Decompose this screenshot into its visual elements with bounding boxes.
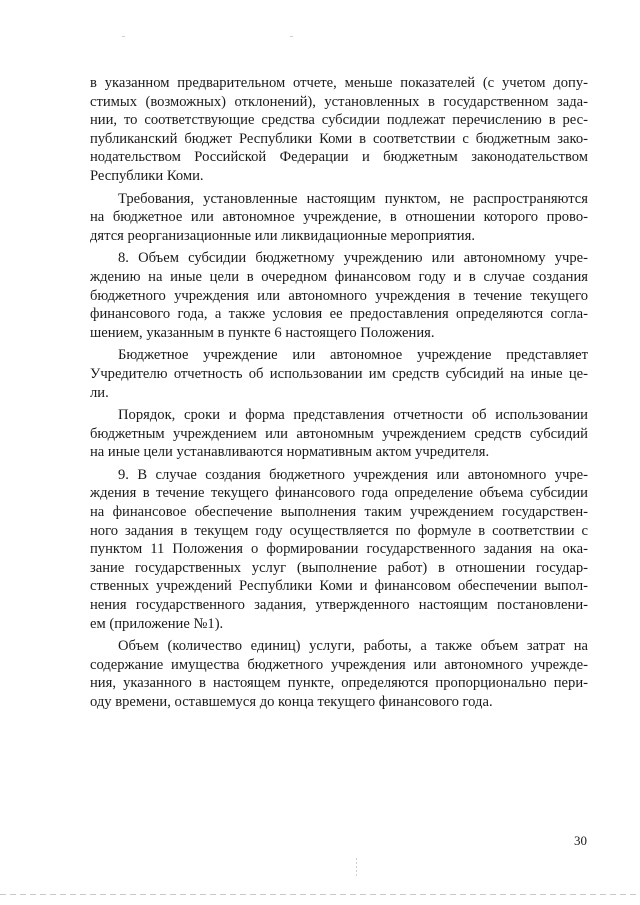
text-line: шением, указанным в пункте 6 настоящего Положения. (90, 324, 435, 341)
text-line: Учредителю отчетность об использовании им средств субсидий на иные це- (90, 365, 588, 382)
text-line: нодательством Российской Федерации и бюджетным законодательством (90, 149, 588, 166)
text-line: Требования, установленные настоящим пунктом, не распространяются (118, 190, 588, 207)
document-body (90, 74, 588, 712)
text-line: бюджетного учреждения или автономного учреждения в течение текущего (90, 287, 588, 304)
scan-speck (122, 36, 125, 37)
paragraph (90, 466, 588, 633)
text-line: публиканский бюджет Республики Коми в соответствии с бюджетным зако- (90, 130, 588, 147)
text-line: ственных учреждений Республики Коми и финансовом обеспечении выпол- (90, 578, 588, 595)
text-line: зание государственных услуг (выполнение работ) в отношении государ- (90, 559, 588, 576)
text-line: ждению на иные цели в очередном финансовом году и в случае создания (90, 268, 588, 285)
text-line: ния, указанного в настоящем пункте, определяются пропорционально пери- (90, 675, 588, 692)
text-line: 9. В случае создания бюджетного учреждения или автономного учре- (118, 466, 588, 483)
text-line: финансового года, а также условия ее предоставления определяются согла- (90, 306, 588, 323)
text-line: на иные цели устанавливаются нормативным актом учредителя. (90, 444, 490, 461)
text-line: Республики Коми. (90, 167, 204, 184)
text-line: ли. (90, 384, 109, 401)
text-line: Порядок, сроки и форма представления отчетности об использовании (118, 407, 588, 424)
text-line: Объем (количество единиц) услуги, работы, а также объем затрат на (118, 638, 588, 655)
paragraph (90, 249, 588, 342)
text-line: Бюджетное учреждение или автономное учреждение представляет (118, 347, 588, 364)
scan-speck (290, 36, 293, 37)
page-number: 30 (574, 833, 587, 848)
text-line: ного задания в текущем году осуществляется по формуле в соответствии с (90, 522, 588, 539)
text-line: нения государственного задания, утвержденного настоящим постановлени- (90, 597, 588, 614)
text-line: бюджетным учреждением или автономным учреждением средств субсидий (90, 425, 588, 442)
paragraph (90, 637, 588, 711)
text-line: в указанном предварительном отчете, меньше показателей (с учетом допу- (90, 75, 588, 91)
text-line: содержание имущества бюджетного учреждения или автономного учрежде- (90, 656, 588, 673)
paragraph (90, 346, 588, 402)
scan-artifact (356, 858, 357, 876)
text-line: дятся реорганизационные или ликвидационные мероприятия. (90, 227, 475, 244)
text-line: на финансовое обеспечение выполнения таким учреждением государствен- (90, 504, 588, 521)
text-line: на бюджетное или автономное учреждение, в отношении которого прово- (90, 209, 588, 226)
text-line: ждения в течение текущего финансового года определение объема субсидии (90, 485, 588, 502)
paragraph (90, 190, 588, 246)
text-line: ем (приложение №1). (90, 615, 224, 632)
text-line: стимых (возможных) отклонений), установленных в государственном зада- (90, 93, 588, 110)
paragraph (90, 74, 588, 186)
text-line: нии, то соответствующие средства субсидии подлежат перечислению в рес- (90, 112, 588, 129)
text-line: пунктом 11 Положения о формировании государственного задания на ока- (90, 541, 588, 558)
paragraph (90, 406, 588, 462)
bottom-scan-edge (0, 894, 640, 895)
text-line: оду времени, оставшемуся до конца текущего финансового года. (90, 694, 493, 710)
text-line: 8. Объем субсидии бюджетному учреждению или автономному учре- (118, 250, 588, 267)
